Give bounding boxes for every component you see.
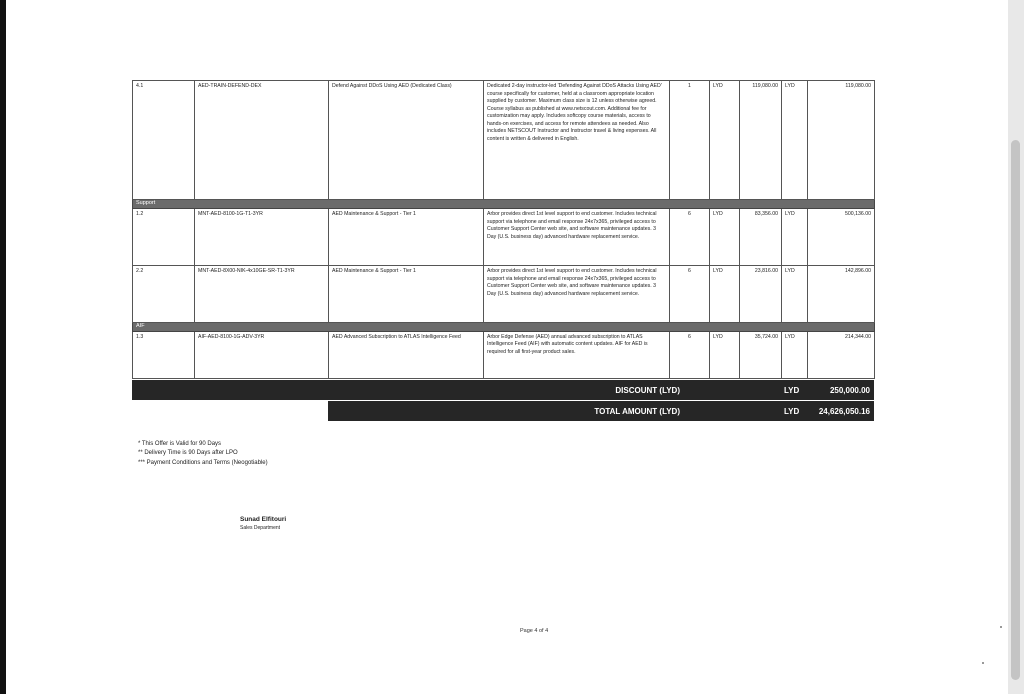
- unit-price: 83,356.00: [740, 208, 782, 265]
- note-payment: *** Payment Conditions and Terms (Neogotiable): [138, 459, 268, 466]
- table-row: [133, 331, 875, 378]
- discount-currency: LYD: [784, 386, 800, 395]
- item-number: 4.1: [133, 81, 195, 200]
- unit-price: 23,816.00: [740, 265, 782, 322]
- total-amount-currency: LYD: [784, 407, 800, 416]
- quantity: 6: [670, 265, 710, 322]
- line-total: 500,136.00: [808, 208, 875, 265]
- scrollbar-thumb[interactable]: [1011, 140, 1020, 680]
- item-name: Defend Against DDoS Using AED (Dedicated Class): [329, 81, 484, 200]
- section-label: AIF: [133, 322, 875, 331]
- item-name: AED Maintenance & Support - Tier 1: [329, 208, 484, 265]
- line-total: 214,344.00: [808, 331, 875, 378]
- table-row: [133, 81, 875, 200]
- item-number: 1.2: [133, 208, 195, 265]
- item-name: AED Maintenance & Support - Tier 1: [329, 265, 484, 322]
- part-number: AED-TRAIN-DEFEND-DEX: [195, 81, 329, 200]
- section-header-aif: [133, 322, 875, 331]
- currency: LYD: [710, 208, 740, 265]
- part-number: MNT-AED-8100-1G-T1-3YR: [195, 208, 329, 265]
- section-label: Support: [133, 200, 875, 209]
- currency: LYD: [782, 208, 808, 265]
- total-amount-value: 24,626,050.16: [818, 407, 870, 416]
- offer-notes: [138, 440, 268, 468]
- item-description: Arbor provides direct 1st level support to end customer. Includes technical support via telephone and email response 24x7x365, privileged access to Customer Support Center web site, and software maintenance updates. 3 Day (U.S. business day) advanced hardware replacement service.: [484, 265, 670, 322]
- item-number: 1.3: [133, 331, 195, 378]
- note-delivery: ** Delivery Time is 90 Days after LPO: [138, 450, 238, 457]
- quotation-table: [132, 80, 875, 379]
- section-header-support: [133, 200, 875, 209]
- signer-name: Sunad Elfitouri: [240, 516, 287, 523]
- table-row: [133, 265, 875, 322]
- currency: LYD: [710, 331, 740, 378]
- quantity: 6: [670, 331, 710, 378]
- unit-price: 35,724.00: [740, 331, 782, 378]
- item-description: Arbor provides direct 1st level support to end customer. Includes technical support via telephone and email response 24x7x365, privileged access to Customer Support Center web site, and software maintenance updates. 3 Day (U.S. business day) advanced hardware replacement service.: [484, 208, 670, 265]
- currency: LYD: [710, 81, 740, 200]
- unit-price: 119,080.00: [740, 81, 782, 200]
- quantity: 1: [670, 81, 710, 200]
- line-total: 142,896.00: [808, 265, 875, 322]
- total-amount-row: [328, 401, 874, 421]
- total-amount-label: TOTAL AMOUNT (LYD): [594, 407, 680, 416]
- item-number: 2.2: [133, 265, 195, 322]
- currency: LYD: [710, 265, 740, 322]
- signature-block: [240, 516, 286, 531]
- discount-row: [132, 380, 874, 400]
- part-number: MNT-AED-8X00-NIK-4x10GE-SR-T1-3YR: [195, 265, 329, 322]
- quantity: 6: [670, 208, 710, 265]
- item-description: Arbor Edge Defense (AED) annual advanced subscription to ATLAS Intelligence Feed (AIF) with automatic content updates. AIF for AED is required for all first-year product sales.: [484, 331, 670, 378]
- table-row: [133, 208, 875, 265]
- currency: LYD: [782, 331, 808, 378]
- part-number: AIF-AED-8100-1G-ADV-3YR: [195, 331, 329, 378]
- currency: LYD: [782, 81, 808, 200]
- item-description: Dedicated 2-day instructor-led 'Defending Against DDoS Attacks Using AED' course specifically for customer, held at a classroom appropriate location supplied by customer. Maximum class size is 12 unless otherwise agreed. Course syllabus as published at www.netscout.com. Additional fee for customization may apply. Includes softcopy course materials, access to hands-on exercises, and access for remote attendees as needed. Also includes NETSCOUT Instructor and Instructor travel & living expenses. All content is written & delivered in English.: [484, 81, 670, 200]
- item-name: AED Advanced Subscription to ATLAS Intelligence Feed: [329, 331, 484, 378]
- currency: LYD: [782, 265, 808, 322]
- scan-speck: [982, 662, 984, 664]
- note-validity: * This Offer is Valid for 90 Days: [138, 441, 222, 447]
- scan-speck: [1000, 626, 1002, 628]
- page-number: Page 4 of 4: [520, 628, 549, 634]
- discount-value: 250,000.00: [829, 386, 870, 395]
- signer-department: Sales Department: [240, 525, 281, 531]
- totals-block: [132, 380, 874, 422]
- line-total: 119,080.00: [808, 81, 875, 200]
- discount-label: DISCOUNT (LYD): [615, 386, 680, 395]
